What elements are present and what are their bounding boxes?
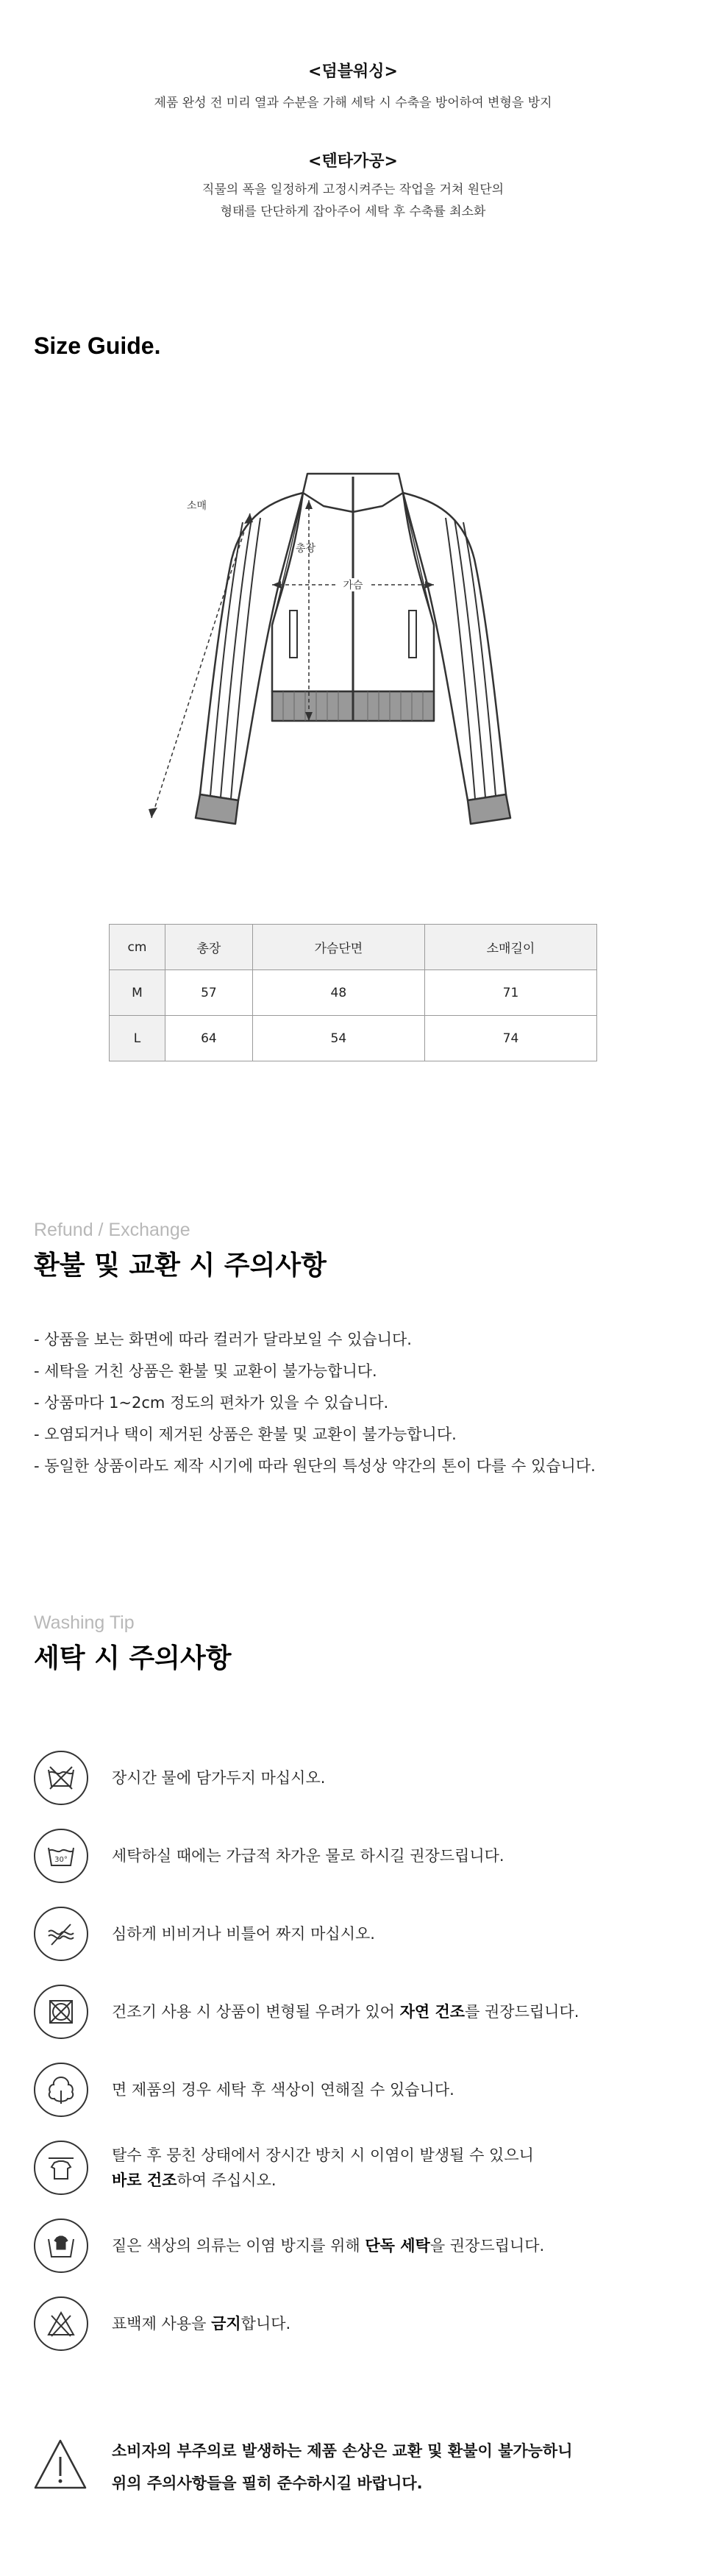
- size-guide-title: Size Guide.: [34, 332, 161, 359]
- washing-tip: [34, 2063, 681, 2121]
- size-table: [109, 924, 597, 1061]
- table-row: [110, 1016, 597, 1061]
- tip-text: 심하게 비비거나 비틀어 짜지 마십시오.: [112, 1925, 375, 1943]
- care-description-line: 직물의 폭을 일정하게 고정시켜주는 작업을 거쳐 원단의: [202, 182, 504, 197]
- care-description-line: 형태를 단단하게 잡아주어 세탁 후 수축률 최소화: [220, 204, 486, 219]
- warning-line: 소비자의 부주의로 발생하는 제품 손상은 교환 및 환불이 불가능하니: [112, 2442, 573, 2460]
- washing-tip: [34, 2296, 681, 2355]
- size-label: M: [110, 970, 165, 1016]
- no-wring-icon: [34, 1907, 88, 1961]
- warning-triangle-icon: [34, 2438, 87, 2491]
- size-table-header-chest: 가슴단면: [252, 925, 424, 970]
- color-fade-icon: [34, 2063, 88, 2117]
- table-cell: 48: [252, 970, 424, 1016]
- consumer-warning: [34, 2435, 681, 2501]
- list-item: - 동일한 상품이라도 제작 시기에 따라 원단의 특성상 약간의 톤이 다를 수 있습니다.: [34, 1457, 596, 1475]
- no-tumble-dry-icon: [34, 1985, 88, 2039]
- size-table-header-row: [110, 925, 597, 970]
- svg-text:30°: 30°: [54, 1856, 68, 1864]
- tip-text: 면 제품의 경우 세탁 후 색상이 연해질 수 있습니다.: [112, 2081, 454, 2099]
- washing-tip: [34, 1907, 681, 1965]
- refund-heading: 환불 및 교환 시 주의사항: [34, 1250, 327, 1281]
- table-cell: 64: [165, 1016, 253, 1061]
- jacket-illustration: [132, 471, 574, 839]
- tip-text: 세탁하실 때에는 가급적 차가운 물로 하시길 권장드립니다.: [112, 1847, 504, 1865]
- jacket-measurement-diagram: [132, 471, 574, 839]
- tip-text: 표백제 사용을 금지합니다.: [112, 2315, 291, 2333]
- wash-separately-icon: [34, 2219, 88, 2273]
- care-description: 제품 완성 전 미리 열과 수분을 가해 세탁 시 수축을 방어하여 변형을 방지: [154, 96, 552, 110]
- warning-line: 위의 주의사항들을 필히 준수하시길 바랍니다.: [112, 2474, 423, 2492]
- chest-label: 가슴: [343, 580, 363, 591]
- care-title: <덤블워싱>: [308, 63, 398, 81]
- no-bleach-icon: [34, 2296, 88, 2351]
- table-row: [110, 970, 597, 1016]
- table-cell: 74: [424, 1016, 596, 1061]
- tip-text: 건조기 사용 시 상품이 변형될 우려가 있어 자연 건조를 권장드립니다.: [112, 2003, 580, 2021]
- refund-eyebrow: Refund / Exchange: [34, 1220, 190, 1240]
- list-item: - 오염되거나 택이 제거된 상품은 환불 및 교환이 불가능합니다.: [34, 1426, 457, 1443]
- tip-text: 탈수 후 뭉친 상태에서 장시간 방치 시 이염이 발생될 수 있으니 바로 건조하여 주십시오.: [112, 2146, 534, 2189]
- dry-flat-icon: [34, 2141, 88, 2195]
- list-item: - 세탁을 거친 상품은 환불 및 교환이 불가능합니다.: [34, 1362, 377, 1380]
- refund-notice-list: [34, 1324, 596, 1482]
- table-cell: 57: [165, 970, 253, 1016]
- length-label: 총장: [296, 543, 316, 555]
- washing-eyebrow: Washing Tip: [34, 1612, 135, 1633]
- table-cell: 71: [424, 970, 596, 1016]
- washing-tip: [34, 1829, 681, 1887]
- washing-tip: [34, 2219, 681, 2277]
- care-section-tenter-processing: [0, 149, 706, 223]
- warning-text: [112, 2435, 573, 2499]
- washing-tip: [34, 1985, 681, 2043]
- tip-text: 짙은 색상의 의류는 이염 방지를 위해 단독 세탁을 권장드립니다.: [112, 2237, 545, 2255]
- washing-tip: [34, 2141, 681, 2199]
- list-item: - 상품마다 1~2cm 정도의 편차가 있을 수 있습니다.: [34, 1394, 389, 1412]
- size-table-unit-header: cm: [110, 925, 165, 970]
- washing-tip: [34, 1751, 681, 1810]
- no-soak-icon: [34, 1751, 88, 1805]
- table-cell: 54: [252, 1016, 424, 1061]
- care-section-tumble-washing: [0, 59, 706, 114]
- wash-30-icon: [34, 1829, 88, 1883]
- washing-heading: 세탁 시 주의사항: [34, 1643, 232, 1673]
- care-title: <텐타가공>: [308, 152, 398, 171]
- sleeve-label: 소매: [187, 500, 207, 512]
- list-item: - 상품을 보는 화면에 따라 컬러가 달라보일 수 있습니다.: [34, 1331, 412, 1348]
- size-label: L: [110, 1016, 165, 1061]
- size-table-header-sleeve: 소매길이: [424, 925, 596, 970]
- size-table-header-length: 총장: [165, 925, 253, 970]
- tip-text: 장시간 물에 담가두지 마십시오.: [112, 1769, 326, 1787]
